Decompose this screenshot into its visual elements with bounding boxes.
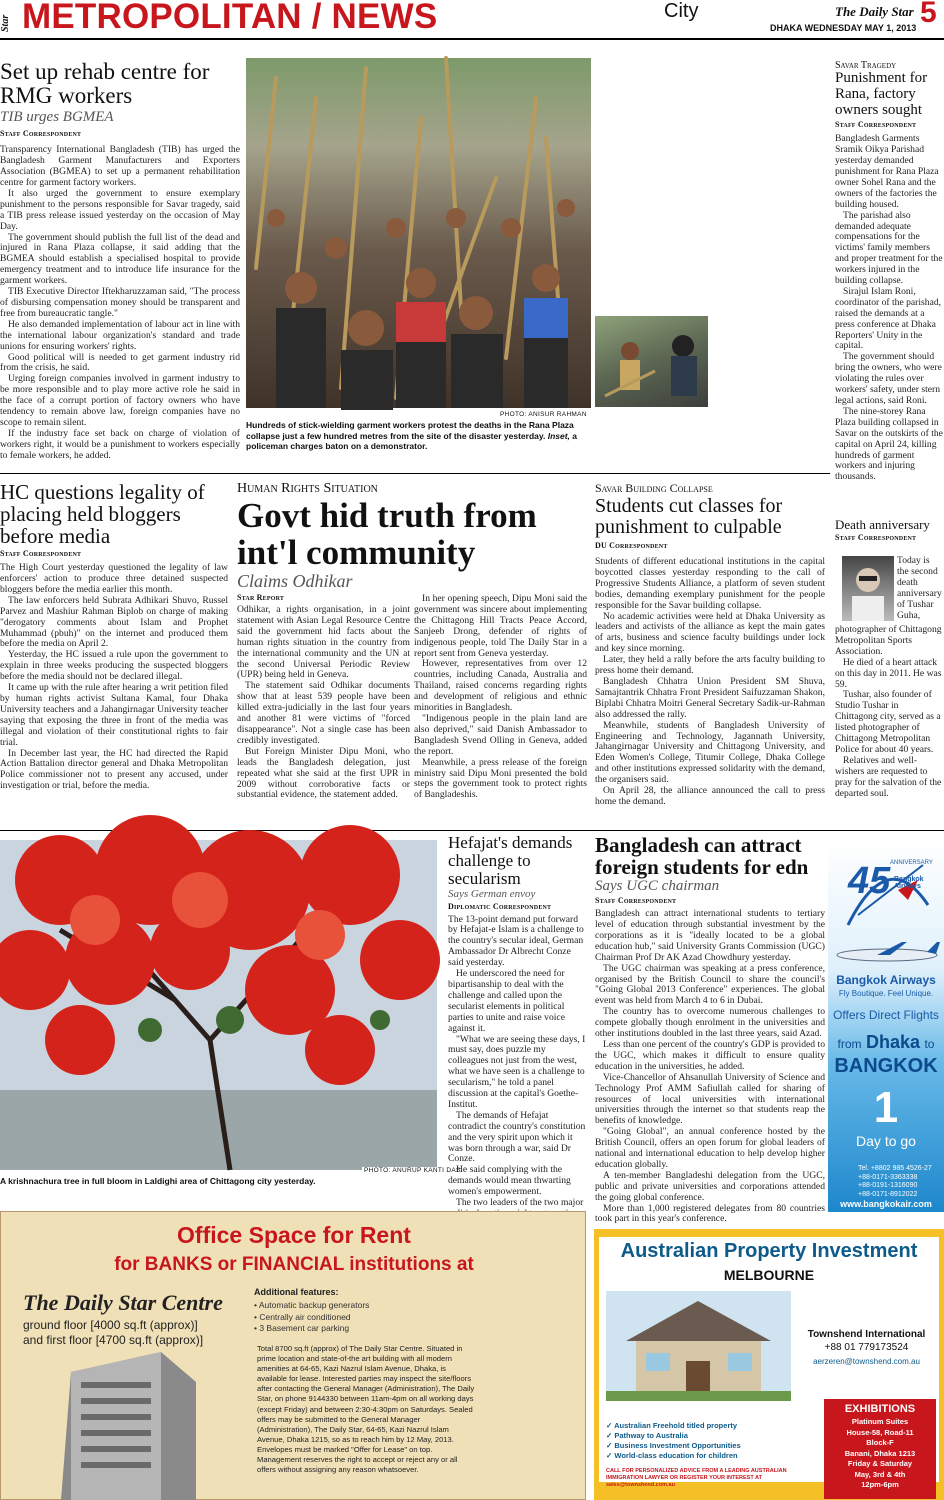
brand: Bangkok Airways	[836, 973, 936, 987]
deck: Says UGC chairman	[595, 878, 720, 895]
para: "What we are seeing these days, I must say, does puzzle my colleagues not just from the west, what we have seen is a challenge to secularism," he told a panel discussion at the capital's Goethe-Institut.	[448, 1033, 586, 1110]
photo-caption: A krishnachura tree in full bloom in Laldighi area of Chittagong city yesterday.	[0, 1176, 316, 1186]
phone: +88-0171-3363338	[858, 1173, 918, 1181]
para: It also urged the government to ensure exemplary punishment to the persons responsible for Savar tragedy, said a TIB press release issued yesterday on the occasion of May Day.	[0, 187, 240, 232]
building-illustration	[21, 1352, 221, 1500]
para: Urging foreign companies involved in garment industry to be more responsible and to play more active role he said in the face of a corrupt portion of factory owners who have tendency to remain above law, foreign companies have no scope to remain silent.	[0, 373, 240, 428]
protest-photo	[246, 58, 591, 408]
phone: Tel. +8802 985 4526-27	[858, 1165, 932, 1172]
headline: HC questions legality of placing held bloggers before media	[0, 480, 205, 549]
firm-phone: +88 01 779173524	[824, 1342, 909, 1353]
para: A ten-member Bangladeshi delegation from the UGC, public and private universities and corporations attended the going global conference.	[595, 1169, 825, 1203]
features-list: • Automatic backup generators • Centrally air conditioned • 3 Basement car parking	[254, 1300, 370, 1333]
story-death-anniversary	[835, 518, 943, 542]
byline: DU Correspondent	[595, 541, 668, 550]
kicker: Savar Tragedy	[835, 60, 897, 71]
paper-name: The Daily Star	[835, 4, 914, 19]
benefit: Australian Freehold titled property	[614, 1421, 738, 1430]
caption-text: Hundreds of stick-wielding garment workers protest the deaths in the Rana Plaza collapse just a few hundred metres from the site of the disaster yesterday.	[246, 420, 574, 441]
para: Yesterday, the HC issued a rule upon the government to explain in three weeks producing the suspected bloggers before the media should not be declared illegal.	[0, 649, 228, 683]
page-number: 5	[920, 0, 937, 29]
byline: Staff Correspondent	[835, 120, 917, 130]
countdown: 1	[873, 1083, 899, 1132]
deck: Claims Odhikar	[237, 571, 353, 591]
exh-title: EXHIBITIONS	[844, 1403, 916, 1415]
para: The 13-point demand put forward by Hefajat-e Islam is a challenge to the country's secular ideal, German Ambassador Dr Albrecht Conze said yesterday.	[448, 913, 584, 969]
headline: Punishment for Rana, factory owners sought	[835, 70, 928, 118]
byline: Staff Correspondent	[835, 532, 917, 542]
section-city: City	[664, 0, 699, 22]
para: He died of a heart attack on this day in 2011. He was 59.	[835, 656, 942, 690]
story-govt	[237, 481, 587, 592]
para: Later, they held a rally before the arts faculty building to press home their demand.	[595, 654, 825, 677]
deck: TIB urges BGMEA	[0, 109, 114, 126]
exh-line: 12pm-6pm	[861, 1480, 899, 1489]
headline: Students cut classes for punishment to culpable	[595, 495, 783, 538]
para: In December last year, the HC had directed the Rapid Action Battalion director general and Dhaka Metropolitan Police commissioner not to present any accused, under investigation or trial, before the media.	[0, 747, 228, 792]
byline: Star Report	[237, 593, 285, 602]
body-text-col1	[237, 605, 410, 820]
para: He said complying with the demands would mean thwarting women's empowerment.	[448, 1164, 571, 1198]
floor-line: and first floor [4700 sq.ft (approx)]	[23, 1333, 204, 1347]
headline: Set up rehab centre for RMG workers	[0, 59, 210, 109]
caption-text: a policeman charges baton on a demonstrator.	[246, 430, 578, 451]
section-title: METROPOLITAN / NEWS	[22, 0, 438, 36]
masthead-rule	[0, 38, 944, 40]
story-students	[595, 481, 825, 812]
para: Good political will is needed to get garment industry rid from the crisis, he said.	[0, 351, 240, 374]
para: No academic activities were held at Dhaka University as leaders and activists of the alliance as kept the main gates of arts, business and science faculty buildings under lock and key since morning.	[595, 610, 825, 655]
floor-line: ground floor [4000 sq.ft (approx)]	[23, 1318, 198, 1332]
story-rehab	[0, 59, 240, 461]
para: It came up with the rule after hearing a writ petition filed by human rights activist Sultana Kamal, four Dhaka University teachers and a Jahangirnagar University teacher saying that exposing the three in front of the media was illegal and violation of their constitutional rights to fair trial.	[0, 682, 228, 748]
divider	[0, 473, 830, 474]
para: On April 28, the alliance announced the call to press home the demand.	[595, 785, 825, 807]
phone: +88-0171-8912022	[858, 1190, 918, 1198]
exh-line: House-58, Road-11	[846, 1427, 914, 1437]
headline: Hefajat's demands challenge to secularism	[448, 833, 573, 888]
story-hc	[0, 481, 228, 813]
para: The statement said Odhikar documents show that at least 539 people have been killed extra-judicially in the last four years and another 81 were victims of "forced disappearance". Not a single case has been credibly investigated.	[237, 680, 410, 746]
route-city1: Dhaka	[865, 1032, 920, 1052]
para: Bangladesh Chhatra Union President SM Shuva, Samajtantrik Chhatra Front President Saifuzzaman Shakon, Biplabi Chhatra Moitri General Secretary Sadik-ur-Rahman also addressed the rally.	[595, 675, 825, 720]
para: Sirajul Islam Roni, coordinator of the parishad, raised the demands at a press conference at Dhaka Reporters' Unity in the capital.	[835, 285, 942, 352]
body-text	[835, 134, 943, 498]
benefit: World-class education for children	[614, 1451, 738, 1460]
kicker: Savar Building Collapse	[595, 481, 713, 495]
anniv-label: ANNIVERSARY	[890, 860, 933, 866]
portrait-art	[842, 556, 894, 621]
para: Meanwhile, a press release of the foreign ministry said Dipu Moni presented the bold steps the government took to protect rights of Bangladeshis.	[414, 756, 587, 801]
route-to: to	[924, 1037, 935, 1051]
para: However, representatives from over 12 countries, including Canada, Australia and Thailand, raised concerns regarding rights and development of religious and ethnic minorities in Bangladesh.	[414, 658, 587, 714]
para: In her opening speech, Dipu Moni said the government was sincere about implementing the Chittagong Hill Tracts Peace Accord, Sanjeeb Drong, defender of rights of indigenous people, told The Daily Star in a report sent from Geneva yesterday.	[414, 593, 587, 659]
para: "Indigenous people in the plain land are also deprived," said Danish Ambassador to Bangladesh Svend Olling in Geneva, added the report.	[414, 712, 587, 757]
para: But Foreign Minister Dipu Moni, who leads the Bangladesh delegation, just repeated what she said at the first UPR in 2009 without corroborative facts or substantial evidence, the statement added.	[237, 745, 410, 801]
exh-line: May, 3rd & 4th	[854, 1469, 906, 1479]
benefit: Business Investment Opportunities	[614, 1441, 741, 1450]
para: He also demanded implementation of labour act in line with the international labour organization's standard and trade unions for ensuring workers' rights.	[0, 318, 240, 352]
firm-email[interactable]: aerzeren@townshend.com.au	[813, 1357, 920, 1366]
byline: Staff Correspondent	[0, 549, 82, 559]
para: Meanwhile, students of Bangladesh University of Engineering and Technology, Jagannath University, Jahangirnagar University and Chittagong University, and Eden Women's College, Titumir College, Dhaka College and other institutions expressed solidarity with the demand, the organisers said.	[595, 719, 825, 786]
ad-body: Total 8700 sq.ft (approx) of The Daily Star Centre. Situated in prime location and state-of-the art building with all modern amenities at 64-65, Kazi Nazrul Islam Avenue, Dhaka, is available for lease. Interested parties may inspect the site/floors after contacting the General Manager (Administration), The Daily Star, on phone 9144330 between 11am-4pm on all working days (except Friday) and between 2:30-4:30pm on Saturdays. Sealed offers may be submitted to the General Manager (Administration), The Daily Star, 64-65, Kazi Nazrul Islam Avenue, Dhaka 1215, so as to reach him by 12 May, 2013. Envelopes must be marked "Offer for Lease" on top. Management reserves the right to accept or reject any or all offers without assigning any reason whatsoever.	[257, 1344, 475, 1475]
brand: The Daily Star Centre	[23, 1290, 223, 1315]
para: Bangladesh can attract international students to tertiary level of education through substantial investment by the corporations as it is "ideally located to be a global education hub," said University Grants Commission (UGC) Chairman Prof Dr AK Azad Chowdhury yesterday.	[595, 908, 825, 963]
protest-photo-art	[246, 58, 591, 408]
benefit: Pathway to Australia	[614, 1431, 688, 1440]
headline: Govt hid truth from int'l community	[237, 496, 537, 572]
para: Relatives and well-wishers are requested to pray for the salvation of the departed soul.	[835, 754, 942, 799]
para: Tushar, also founder of Studio Tushar in Chittagong city, served as a listed photographer of Chittagong Metropolitan Police for about 40 years.	[835, 689, 941, 755]
para: The government should bring the owners, who were violating the rules over workers' safety, under stern legal actions, said Roni.	[835, 351, 942, 406]
airplane-icon	[832, 940, 942, 970]
australian-property-ad[interactable]	[594, 1229, 944, 1500]
body-text	[595, 557, 825, 812]
route-from: from	[837, 1037, 862, 1051]
para: The law enforcers held Subrata Adhikari Shuvo, Russel Parvez and Mashiur Rahman Biplob on charge of making "derogatory comments about Islam and Prophet Muhammad (pbuh)" on the internet and produced them before the media on April 2.	[0, 594, 228, 650]
body-text	[0, 144, 240, 461]
byline: Staff Correspondent	[595, 896, 677, 906]
body-text	[0, 563, 228, 813]
firm-name: Townshend International	[807, 1329, 926, 1340]
exh-line: Platinum Suites	[851, 1417, 909, 1426]
body-text-col2	[414, 594, 587, 820]
para: Transparency International Bangladesh (TIB) has urged the Bangladesh Garment Manufacturers and Exporters Association (BGMEA) to set up a permanent rehabilitation centre for garment factory workers.	[0, 144, 240, 188]
exh-line: Banani, Dhaka 1213	[844, 1448, 916, 1458]
tree-photo-art	[0, 840, 437, 1170]
headline: Death anniversary	[835, 517, 930, 532]
feature: Automatic backup generators	[258, 1300, 370, 1310]
policeman-inset-photo	[593, 314, 710, 409]
para: Students of different educational institutions in the capital boycotted classes yesterday responding to the call of Progressive Students Alliance, a platform of seven student bodies, demanding exemplary punishment for the people responsible for the Savar building collapse.	[595, 556, 825, 611]
exh-line: Friday & Saturday	[847, 1459, 913, 1468]
office-space-ad[interactable]	[0, 1211, 586, 1500]
offer-text: Offers Direct Flights	[833, 1008, 939, 1022]
death-intro: Today is the second death anniversary of Tushar Guha,	[897, 555, 942, 621]
para: "Going Global", an annual conference hosted by the British Council, offers an open forum for global leaders of national and international education to help develop higher education globally.	[595, 1126, 825, 1170]
tagline: Fly Boutique. Feel Unique.	[838, 989, 934, 998]
photo-caption	[246, 420, 591, 452]
advice-note: CALL FOR PERSONALIZED ADVICE FROM A LEADING AUSTRALIAN IMMIGRATION LAWYER OR REGISTER YOUR INTEREST AT sales@townshend.com.au	[606, 1468, 787, 1488]
features-title: Additional features:	[254, 1287, 339, 1297]
benefits-list: ✓ Australian Freehold titled property ✓ Pathway to Australia ✓ Business Investment Opportunities ✓ World-class education for children	[606, 1421, 741, 1460]
para: Bangladesh Garments Sramik Oikya Parishad yesterday demanded punishment for Rana Plaza owner Sohel Rana and the owners of the factories the building housed.	[835, 133, 939, 210]
headline: Bangladesh can attract foreign students for edn	[595, 833, 809, 880]
body-text	[595, 908, 825, 1225]
countdown-label: Day to go	[856, 1133, 916, 1149]
portrait-photo	[842, 556, 894, 621]
para: If the industry face set back on charge of violation of workers right, it would be a punishment to workers especially to female workers, he added.	[0, 427, 240, 461]
exhibition-box	[824, 1399, 936, 1499]
para: The parishad also demanded adequate compensations for the victims' family members and proper treatment for the workers injured in the building collapse.	[835, 209, 943, 287]
para: The country has to overcome numerous challenges to compete globally though enrolment in the universities and other institutions doubled in the last three years, said Azad.	[595, 1006, 825, 1040]
ad-city: MELBOURNE	[723, 1267, 815, 1283]
para: More than 1,000 registered delegates from 80 countries took part in this year's conference.	[595, 1202, 825, 1225]
phone: +88-0191-1316090	[858, 1182, 918, 1189]
phone-list	[858, 1165, 942, 1199]
ad-title: Australian Property Investment	[620, 1240, 918, 1262]
para: The demands of Hefajat contradict the country's constitution and the very spirit upon which it was born through a war, said Dr Conze.	[448, 1109, 586, 1165]
brand-small: Bangkok Airways	[894, 876, 924, 890]
star-logo: Star	[0, 14, 11, 32]
story-ugc	[595, 833, 825, 1225]
byline: Diplomatic Correspondent	[448, 901, 552, 911]
photo-credit: PHOTO: ANISUR RAHMAN	[500, 411, 587, 418]
para: TIB Executive Director Iftekharuzzaman said, "The process of disbursing compensation money should be transparent and free from bureaucratic tangle."	[0, 286, 240, 319]
feature: 3 Basement car parking	[259, 1323, 350, 1333]
para: Odhikar, a rights organisation, in a joint statement with Asian Legal Resource Centre said the government hid facts about the human rights situation in the country from the international community and the UN at the second Universal Periodic Review (UPR) being held in Geneva.	[237, 604, 410, 681]
kicker: Human Rights Situation	[237, 481, 378, 496]
feature: Centrally air conditioned	[259, 1311, 351, 1322]
para: He underscored the need for bipartisanship to deal with the challenge and called upon the secularist elements in political parties to unite and raise voice against it.	[448, 968, 565, 1034]
website-link[interactable]: www.bangkokair.com	[840, 1199, 932, 1209]
exh-details	[824, 1417, 936, 1491]
para: Vice-Chancellor of Ahsanullah University of Science and Technology Prof AMM Safiullah called for sharing of resources of local universities with international universities through the internet so that students reap the benefits of knowledge.	[595, 1071, 825, 1127]
para: The UGC chairman was speaking at a press conference, organised by the British Council to share the council's "Going Global 2013 Conference" experiences. The global event was held from March 4 to 6 in Dubai.	[595, 962, 825, 1007]
anniv-number: 45	[848, 860, 891, 902]
para: The High Court yesterday questioned the legality of law enforcers' action to produce three detained suspected bloggers before the media earlier this month.	[0, 562, 228, 595]
caption-lead: Inset,	[547, 430, 570, 441]
para: The nine-storey Rana Plaza building collapsed in Savar on the outskirts of the capital on April 24, killing hundreds of garment workers and injuring thousands.	[835, 405, 943, 483]
deck: Says German envoy	[448, 887, 536, 900]
para: The two leaders of the two major	[456, 1197, 584, 1209]
para: Less than one percent of the country's GDP is provided to the UGC, which makes it difficult to ensure quality education in the universities, he added.	[595, 1038, 825, 1072]
body-text	[835, 625, 943, 815]
para: The government should publish the full list of the dead and injured in Rana Plaza collapse, it said adding that the BGMEA should establish a specialised hospital to provide emergency treatment and to introduce life insurance for the garment workers.	[0, 231, 240, 287]
exh-line: Block-F	[866, 1438, 894, 1447]
bangkok-airways-ad[interactable]	[828, 840, 944, 1212]
ad-title: Office Space for Rent	[177, 1222, 411, 1248]
para: photographer of Chittagong Metropolitan Sports Association.	[835, 624, 942, 657]
ad-subtitle: for BANKS or FINANCIAL institutions at	[114, 1254, 474, 1275]
route	[828, 1032, 944, 1053]
house-illustration	[606, 1291, 791, 1401]
route-city2: BANGKOK	[834, 1055, 938, 1077]
dateline: DHAKA WEDNESDAY MAY 1, 2013	[770, 23, 917, 33]
krishnachura-tree-photo	[0, 840, 437, 1170]
inset-photo-art	[595, 316, 708, 407]
photo-credit: PHOTO: ANURUP KANTI DAS	[364, 1167, 461, 1174]
story-rana	[835, 60, 943, 498]
byline: Staff Correspondent	[0, 129, 82, 139]
